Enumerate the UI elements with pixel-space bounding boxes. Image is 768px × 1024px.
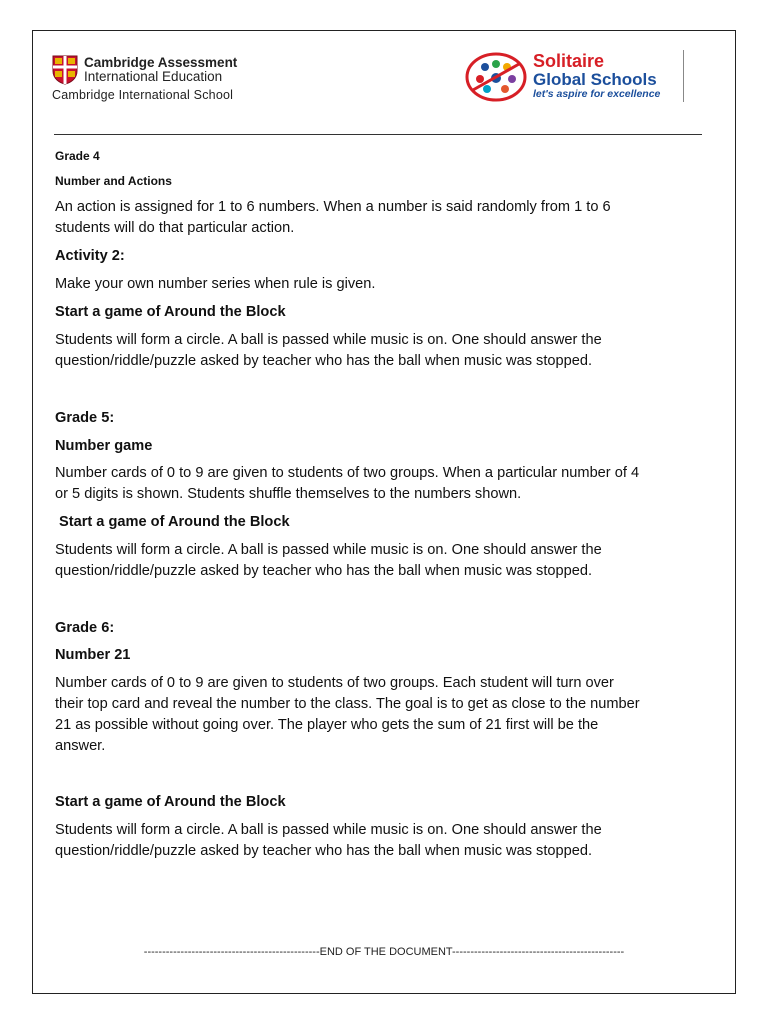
grade4-activity-desc: Make your own number series when rule is given. <box>55 276 376 292</box>
solitaire-logo <box>465 50 690 105</box>
cambridge-logo <box>52 55 252 105</box>
header-rule <box>54 134 702 135</box>
grade4-game-desc-line: Students will form a circle. A ball is passed while music is on. One should answer the <box>55 332 602 348</box>
solitaire-name: Solitaire <box>533 51 605 71</box>
solitaire-global-schools: Global Schools <box>533 70 657 89</box>
grade6-desc-line: 21 as possible without going over. The player who gets the sum of 21 first will be the <box>55 717 599 733</box>
grade6-subtitle: Number 21 <box>55 647 131 663</box>
solitaire-emblem-icon <box>465 52 527 102</box>
grade5-game-title: Start a game of Around the Block <box>59 514 290 530</box>
grade6-game-title: Start a game of Around the Block <box>55 794 286 810</box>
grade6-title: Grade 6: <box>55 620 115 636</box>
grade6-desc-line: Number cards of 0 to 9 are given to students of two groups. Each student will turn over <box>55 675 614 691</box>
grade5-subtitle: Number game <box>55 438 153 454</box>
cambridge-school-name: Cambridge International School <box>52 88 234 102</box>
cambridge-crest-icon <box>52 55 78 85</box>
grade5-desc-line: or 5 digits is shown. Students shuffle themselves to the numbers shown. <box>55 486 522 502</box>
grade5-game-desc-line: Students will form a circle. A ball is passed while music is on. One should answer the <box>55 542 602 558</box>
grade4-title: Grade 4 <box>55 149 100 163</box>
solitaire-tagline: let's aspire for excellence <box>533 88 661 100</box>
grade4-desc-line: An action is assigned for 1 to 6 numbers. When a number is said randomly from 1 to 6 <box>55 199 611 215</box>
grade4-game-desc-line: question/riddle/puzzle asked by teacher who has the ball when music was stopped. <box>55 353 593 369</box>
grade6-desc-line: answer. <box>55 738 106 754</box>
grade4-game-title: Start a game of Around the Block <box>55 304 286 320</box>
grade6-desc-line: their top card and reveal the number to the class. The goal is to get as close to the number <box>55 696 640 712</box>
grade4-activity-title: Activity 2: <box>55 248 125 264</box>
grade5-title: Grade 5: <box>55 410 115 426</box>
grade6-game-desc-line: Students will form a circle. A ball is passed while music is on. One should answer the <box>55 822 602 838</box>
grade5-game-desc-line: question/riddle/puzzle asked by teacher who has the ball when music was stopped. <box>55 563 593 579</box>
cambridge-line-2: International Education <box>84 69 223 84</box>
grade5-desc-line: Number cards of 0 to 9 are given to students of two groups. When a particular number of 4 <box>55 465 640 481</box>
grade4-subtitle: Number and Actions <box>55 174 172 188</box>
end-of-document: ------------------------------------------------END OF THE DOCUMENT----------------------------------------------- <box>143 946 625 958</box>
logo-divider <box>683 50 684 102</box>
grade4-desc-line: students will do that particular action. <box>55 220 295 236</box>
cambridge-line-1: Cambridge Assessment <box>84 55 238 70</box>
grade6-game-desc-line: question/riddle/puzzle asked by teacher who has the ball when music was stopped. <box>55 843 593 859</box>
